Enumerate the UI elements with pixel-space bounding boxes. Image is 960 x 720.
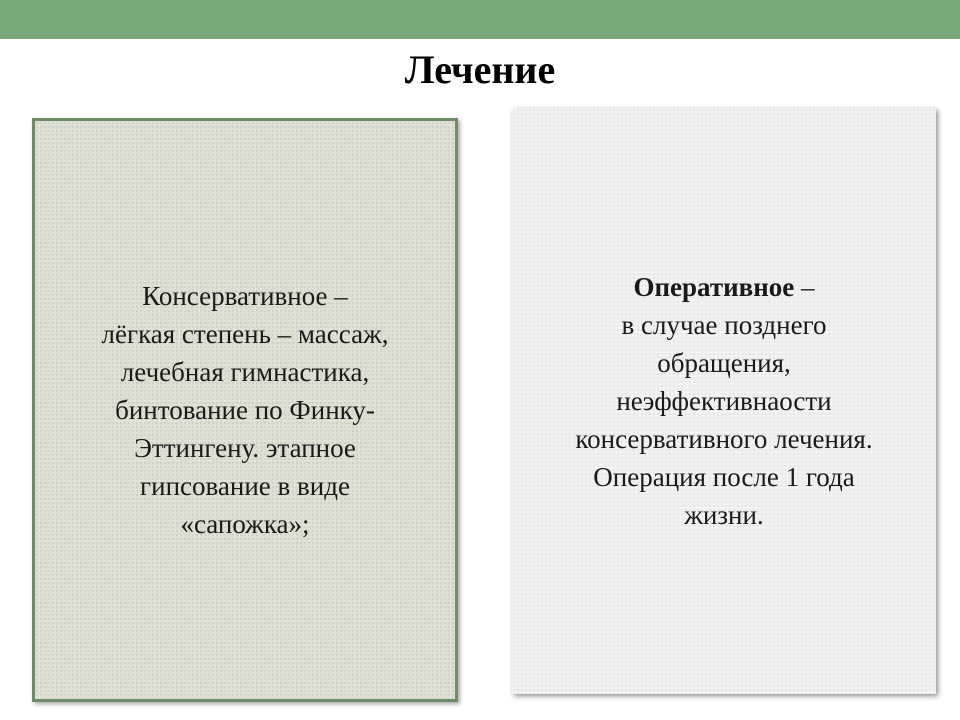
operative-heading-line [575, 268, 872, 306]
text-line: лечебная гимнастика, [120, 357, 370, 387]
text-line: в случае позднего [621, 310, 827, 340]
conservative-treatment-text [102, 277, 389, 543]
text-line: бинтование по Финку- [115, 395, 375, 425]
text-line: консервативного лечения. [575, 424, 873, 454]
text-line: неэффективнаости [616, 386, 832, 416]
top-accent-bar [0, 0, 960, 39]
text-line: Эттингену. этапное [134, 433, 356, 463]
text-line: гипсование в виде [140, 471, 350, 501]
text-line: обращения, [657, 348, 791, 378]
conservative-treatment-box [32, 118, 458, 702]
text-line: Консервативное – [142, 281, 348, 311]
operative-heading: Оперативное [633, 272, 795, 302]
operative-heading-suffix: – [794, 272, 815, 302]
text-line: лёгкая степень – массаж, [101, 319, 389, 349]
operative-treatment-box [512, 108, 936, 694]
slide-title: Лечение [404, 47, 556, 92]
text-line: Операция после 1 года [593, 462, 855, 492]
operative-treatment-text [575, 268, 872, 534]
text-line: жизни. [684, 500, 764, 530]
text-line: «сапожка»; [180, 509, 310, 539]
